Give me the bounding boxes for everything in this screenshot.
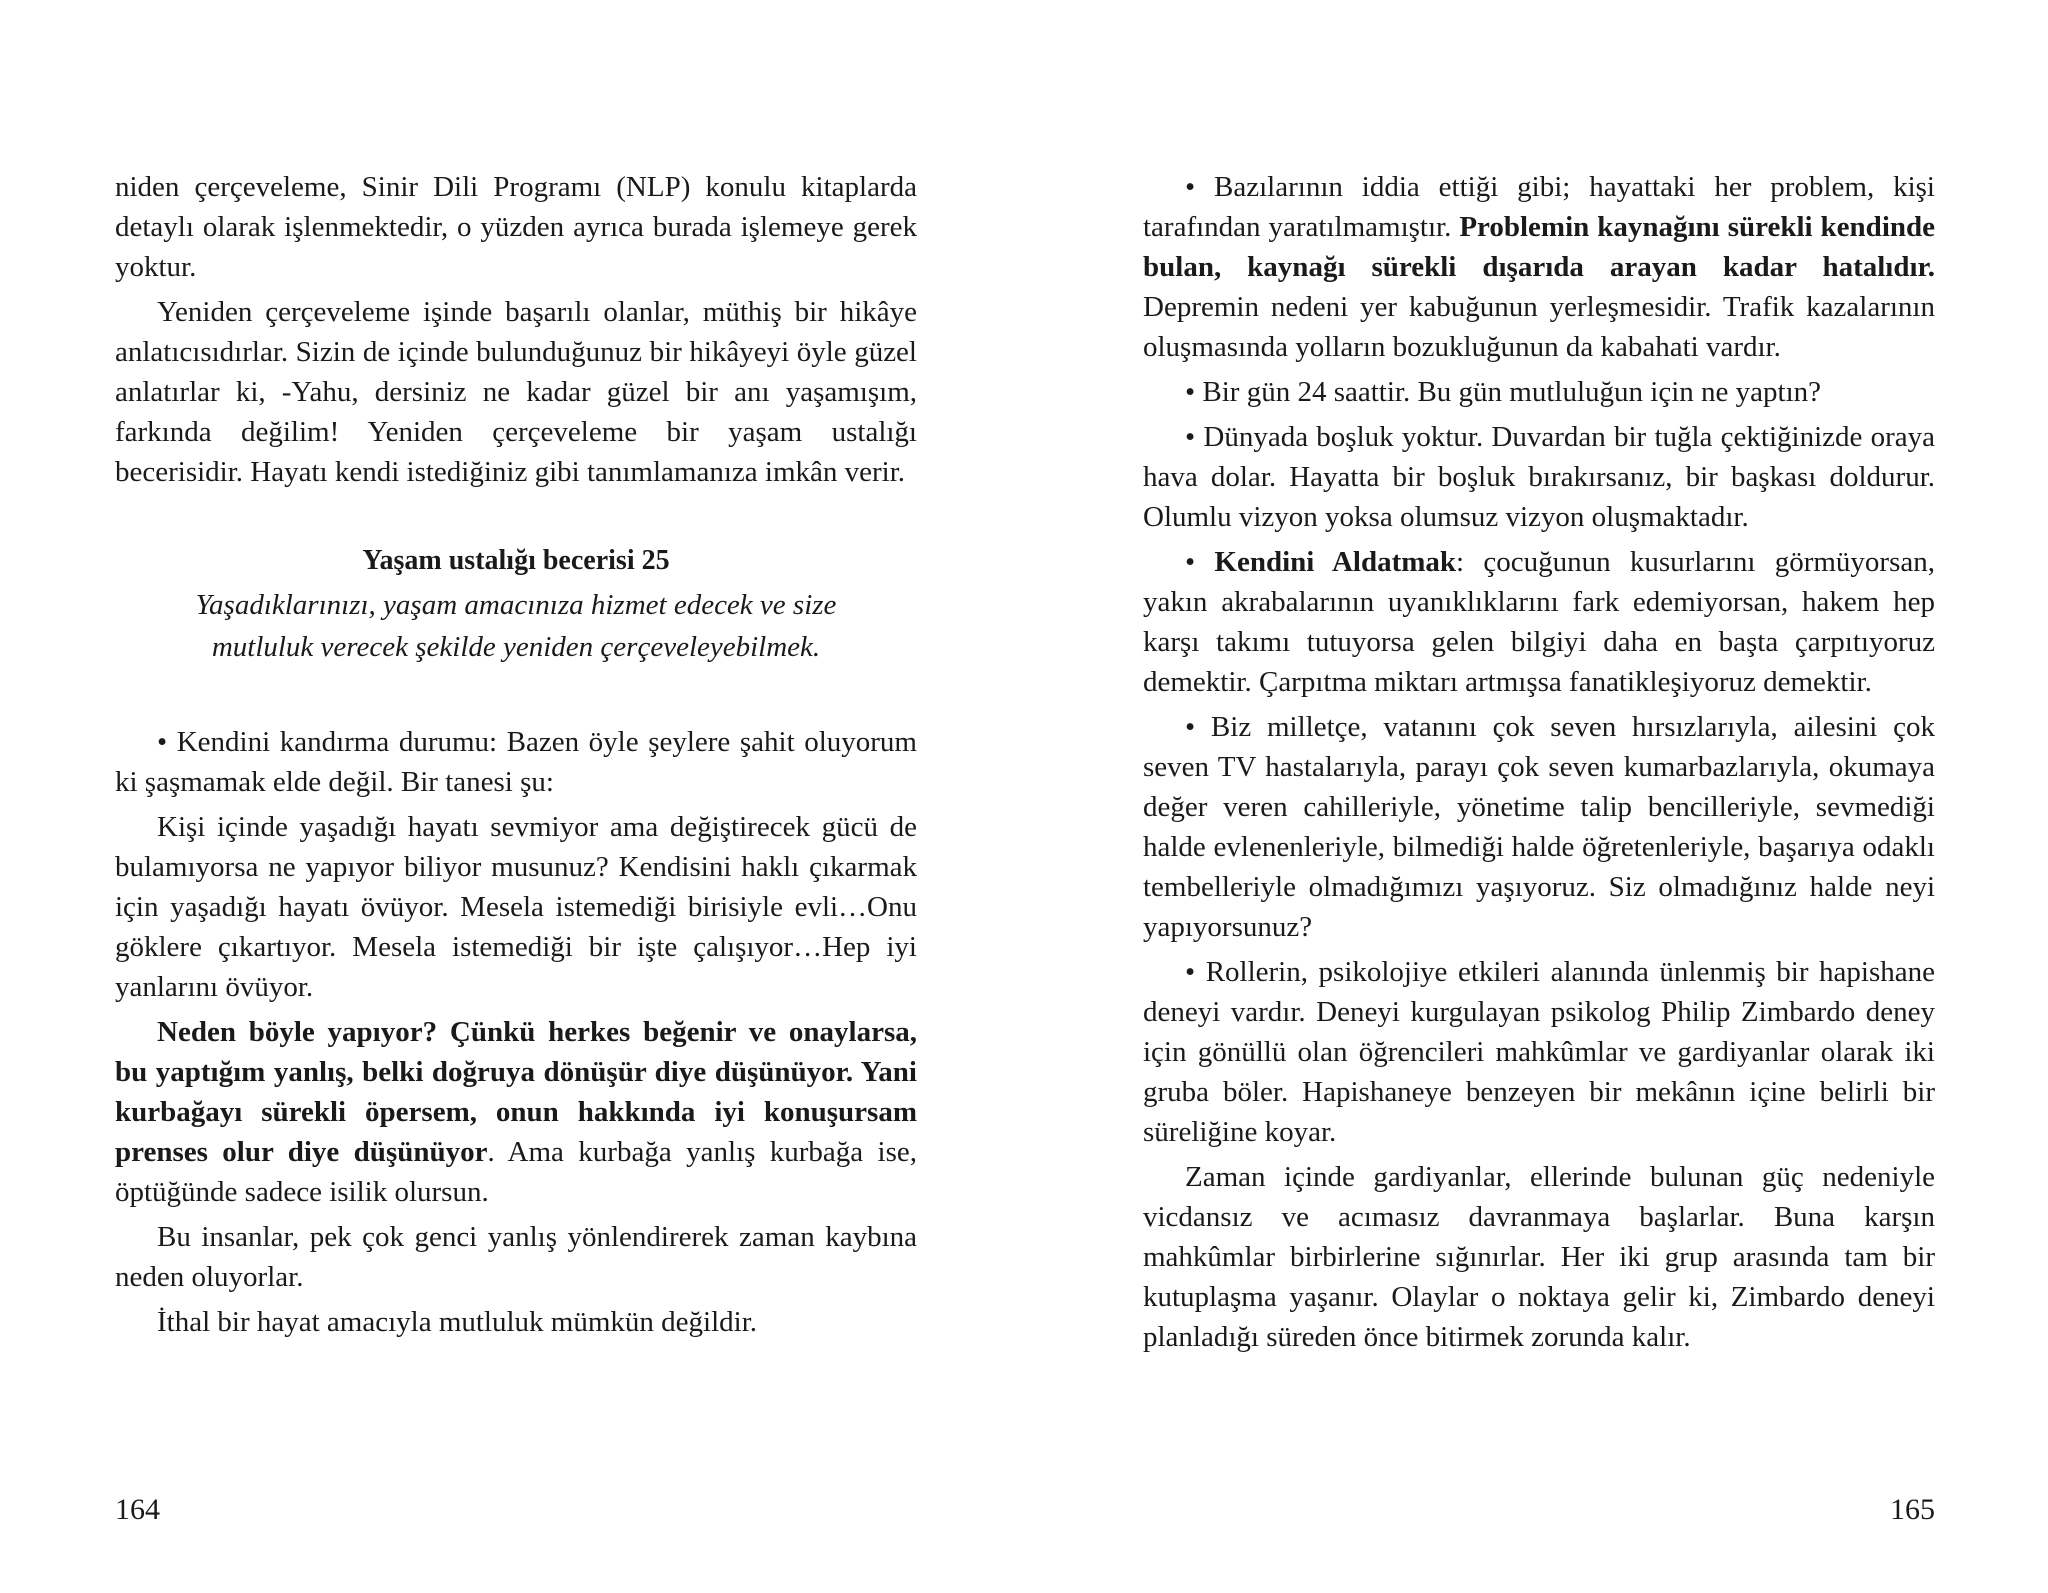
right-page — [1143, 0, 1935, 1593]
paragraph — [115, 167, 917, 287]
bold-text: Neden böyle yapıyor? Çünkü herkes beğenir ve onaylarsa, bu yaptığım yanlış, belki doğruya dönüşür diye düşünüyor. Yani kurbağayı sürekli öpersem, onun hakkında iyi konuşursam prenses olur diye düşünüyor — [115, 1016, 917, 1168]
quote-line: Yaşadıklarınızı, yaşam amacınıza hizmet edecek ve size — [195, 589, 837, 621]
section-heading: Yaşam ustalığı becerisi 25 — [362, 545, 670, 576]
paragraph — [115, 1302, 917, 1342]
paragraph-text: . Ama kurbağa yanlış kurbağa ise, öptüğünde sadece isilik olursun. — [115, 1136, 917, 1208]
paragraph — [115, 1012, 917, 1212]
paragraph-text: • Kendini kandırma durumu: Bazen öyle şeylere şahit oluyorum ki şaşmamak elde değil. Bir tanesi şu: — [115, 726, 917, 798]
paragraph-text: Zaman içinde gardiyanlar, ellerinde bulunan güç nedeniyle vicdansız ve acımasız davranmaya başlarlar. Buna karşın mahkûmlar birbirlerine sığınırlar. Her iki grup arasında tam bir kutuplaşma yaşanır. Olaylar o noktaya gelir ki, Zimbardo deneyi planladığı süreden önce bitirmek zorunda kalır. — [1143, 1161, 1935, 1353]
left-page — [115, 0, 917, 1593]
paragraph — [115, 807, 917, 1007]
page-number: 164 — [115, 1493, 160, 1526]
paragraph-text: niden çerçeveleme, Sinir Dili Programı (NLP) konulu kitaplarda detaylı olarak işlenmektedir, o yüzden ayrıca burada işlemeye gerek yoktur. — [115, 171, 917, 283]
paragraph-text: • — [1185, 546, 1215, 578]
paragraph — [115, 1217, 917, 1297]
section-quote — [115, 584, 917, 668]
bold-text: Kendini Aldatmak — [1214, 546, 1457, 578]
paragraph-text: Kişi içinde yaşadığı hayatı sevmiyor ama değiştirecek gücü de bulamıyorsa ne yapıyor biliyor musunuz? Kendisini haklı çıkarmak için yaşadığı hayatı övüyor. Mesela istemediği birisiyle evli…Onu göklere çıkartıyor. Mesela istemediği bir işte çalışıyor…Hep iyi yanlarını övüyor. — [115, 811, 917, 1003]
paragraph-text: • Bir gün 24 saattir. Bu gün mutluluğun için ne yaptın? — [1185, 376, 1822, 408]
paragraph — [1143, 707, 1935, 947]
paragraph-text: • Bazılarının iddia ettiği gibi; hayattaki her problem, kişi tarafından yaratılmamıştır. — [1143, 171, 1935, 243]
paragraph-text: • Dünyada boşluk yoktur. Duvardan bir tuğla çektiğinizde oraya hava dolar. Hayatta bir boşluk bırakırsanız, bir başkası doldurur. Olumlu vizyon yoksa olumsuz vizyon oluşmaktadır. — [1143, 421, 1935, 533]
paragraph — [1143, 167, 1935, 367]
paragraph-text: Yeniden çerçeveleme işinde başarılı olanlar, müthiş bir hikâye anlatıcısıdırlar. Sizin de içinde bulunduğunuz bir hikâyeyi öyle güzel anlatırlar ki, -Yahu, dersiniz ne kadar güzel bir anı yaşamışım, farkında değilim! Yeniden çerçeveleme bir yaşam ustalığı becerisidir. Hayatı kendi istediğiniz gibi tanımlamanıza imkân verir. — [115, 296, 917, 488]
paragraph-text: • Biz milletçe, vatanını çok seven hırsızlarıyla, ailesini çok seven TV hastalarıyla, parayı çok seven kumarbazlarıyla, okumaya değer veren cahilleriyle, yönetime talip bencilleriyle, sevmediği halde evlenenleriyle, bilmediği halde öğretenleriyle, başarıya odaklı tembelleriyle olmadığımızı yaşıyoruz. Siz olmadığınız halde neyi yapıyorsunuz? — [1143, 711, 1935, 943]
bold-text: Problemin kaynağını sürekli kendinde bulan, kaynağı sürekli dışarıda arayan kadar hatalıdır. — [1143, 211, 1935, 283]
left-page-body — [115, 167, 917, 1347]
page-number: 165 — [1890, 1493, 1935, 1526]
paragraph-text: İthal bir hayat amacıyla mutluluk mümkün değildir. — [157, 1306, 758, 1338]
paragraph — [1143, 952, 1935, 1152]
quote-line: mutluluk verecek şekilde yeniden çerçeveleyebilmek. — [211, 631, 821, 663]
paragraph-text: Depremin nedeni yer kabuğunun yerleşmesidir. Trafik kazalarının oluşmasında yolların bozukluğunun da kabahati vardır. — [1143, 291, 1935, 363]
paragraph — [1143, 1157, 1935, 1357]
paragraph — [115, 722, 917, 802]
paragraph-text: : çocuğunun kusurlarını görmüyorsan, yakın akrabalarının uyanıklıklarını fark edemiyorsan, hakem hep karşı takımı tutuyorsa gelen bilgiyi daha en başta çarpıtıyoruz demektir. Çarpıtma miktarı artmışsa fanatikleşiyoruz demektir. — [1143, 546, 1935, 698]
right-page-body — [1143, 167, 1935, 1362]
paragraph — [1143, 372, 1935, 412]
paragraph — [115, 292, 917, 492]
paragraph-text: Bu insanlar, pek çok genci yanlış yönlendirerek zaman kaybına neden oluyorlar. — [115, 1221, 917, 1293]
paragraph-text: • Rollerin, psikolojiye etkileri alanında ünlenmiş bir hapishane deneyi vardır. Deneyi kurgulayan psikolog Philip Zimbardo deney için gönüllü olan öğrencileri mahkûmlar ve gardiyanlar olarak iki gruba böler. Hapishaneye benzeyen bir mekânın içine belirli bir süreliğine koyar. — [1143, 956, 1935, 1148]
paragraph — [1143, 542, 1935, 702]
paragraph — [1143, 417, 1935, 537]
